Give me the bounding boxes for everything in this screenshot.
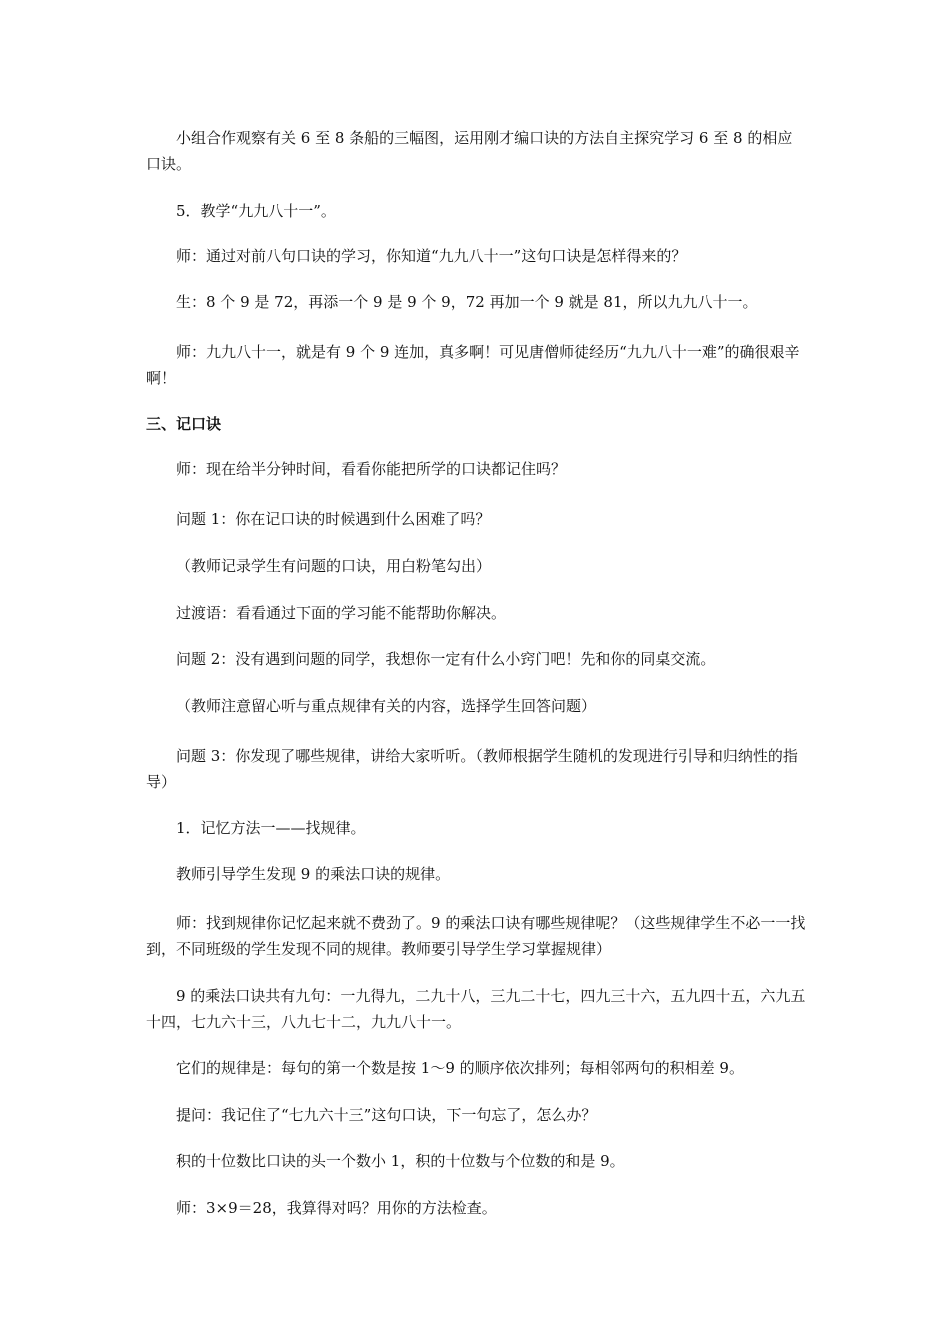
- section-heading-memorize: 三、记口诀: [146, 415, 222, 433]
- paragraph-rule-description: 它们的规律是：每句的第一个数是按 1～9 的顺序依次排列；每相邻两句的积相差 9。: [176, 1059, 744, 1077]
- paragraph-question-3: 问题 3：你发现了哪些规律，讲给大家听听。（教师根据学生随机的发现进行引导和归纳性的指导）: [146, 747, 798, 791]
- paragraph-question-2: 问题 2：没有遇到问题的同学，我想你一定有什么小窍门吧！先和你的同桌交流。: [176, 650, 716, 668]
- paragraph-nine-table: 9 的乘法口诀共有九句：一九得九，二九十八，三九二十七，四九三十六，五九四十五，六九五十四，七九六十三，八九七十二，九九八十一。: [146, 987, 806, 1031]
- paragraph-method-1: 1．记忆方法一——找规律。: [176, 819, 366, 837]
- paragraph-teacher-comment: 师：九九八十一，就是有 9 个 9 连加，真多啊！可见唐僧师徒经历“九九八十一难”的确很艰辛啊！: [146, 343, 800, 387]
- paragraph-half-minute: 师：现在给半分钟时间，看看你能把所学的口诀都记住吗？: [176, 460, 567, 478]
- paragraph-teacher-rules: 师：找到规律你记忆起来就不费劲了。9 的乘法口诀有哪些规律呢？（这些规律学生不必一一找到，不同班级的学生发现不同的规律。教师要引导学生学习掌握规律）: [146, 914, 806, 958]
- paragraph-question-1: 问题 1：你在记口诀的时候遇到什么困难了吗？: [176, 510, 491, 528]
- paragraph-teach-99: 5．教学“九九八十一”。: [176, 202, 336, 220]
- paragraph-tens-digit: 积的十位数比口诀的头一个数小 1，积的十位数与个位数的和是 9。: [176, 1152, 625, 1170]
- paragraph-group-explore: 小组合作观察有关 6 至 8 条船的三幅图，运用刚才编口诀的方法自主探究学习 6 至 8 的相应口诀。: [146, 129, 793, 173]
- paragraph-transition: 过渡语：看看通过下面的学习能不能帮助你解决。: [176, 604, 507, 622]
- paragraph-guide-rule: 教师引导学生发现 9 的乘法口诀的规律。: [176, 865, 451, 883]
- paragraph-teacher-listen: （教师注意留心听与重点规律有关的内容，选择学生回答问题）: [176, 697, 597, 715]
- paragraph-student-answer: 生：8 个 9 是 72，再添一个 9 是 9 个 9，72 再加一个 9 就是 81，所以九九八十一。: [176, 293, 758, 311]
- paragraph-teacher-record: （教师记录学生有问题的口诀，用白粉笔勾出）: [176, 557, 492, 575]
- paragraph-question-forgot: 提问：我记住了“七九六十三”这句口诀，下一句忘了，怎么办？: [176, 1106, 597, 1124]
- paragraph-teacher-question: 师：通过对前八句口诀的学习，你知道“九九八十一”这句口诀是怎样得来的？: [176, 247, 687, 265]
- paragraph-check-answer: 师：3×9＝28，我算得对吗？用你的方法检查。: [176, 1199, 497, 1217]
